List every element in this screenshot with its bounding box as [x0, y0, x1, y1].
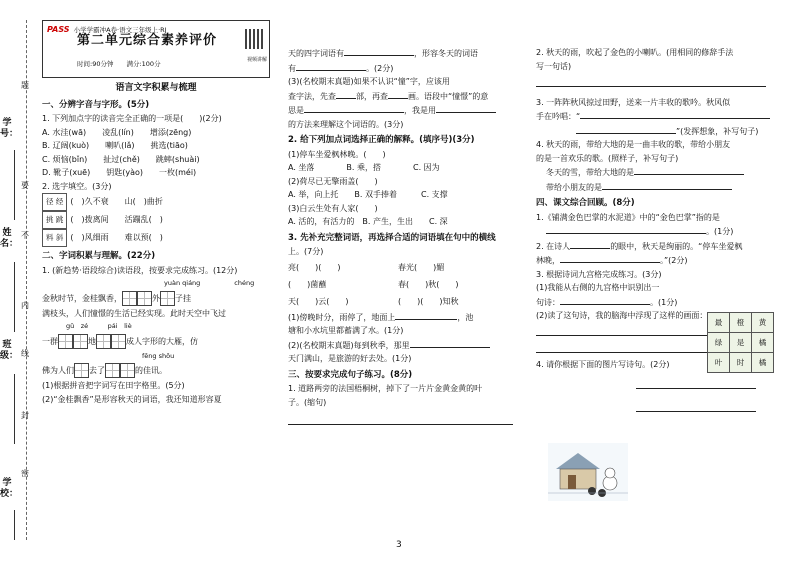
char-tile: 料 斜 — [42, 229, 67, 247]
passage-text: 地 — [88, 336, 96, 346]
word-blank[interactable]: ( )菌蘸 — [288, 279, 327, 289]
tianzige-box[interactable] — [120, 363, 135, 378]
question: 2. 选字填空。(3分) — [42, 181, 112, 191]
tianzige-box[interactable] — [160, 291, 175, 306]
passage-text: 金秋时节，金桂飘香， — [42, 293, 122, 303]
passage-text: 去了 — [89, 366, 105, 375]
grid-cell[interactable]: 绿 — [708, 333, 730, 353]
grid-cell[interactable]: 是 — [730, 333, 752, 353]
text: 。”(2分) — [660, 256, 688, 265]
cut-line — [26, 20, 27, 540]
school-label: 学校： — [0, 478, 19, 499]
fill-blank[interactable]: ( )久不衰 山( )曲折 — [70, 197, 163, 206]
answer-line[interactable] — [336, 89, 356, 99]
column-left — [42, 20, 270, 406]
class-label: 班级： — [0, 340, 19, 361]
pinyin: chéng — [234, 279, 255, 287]
word-blank[interactable]: 春( )秋( ) — [398, 279, 459, 289]
tianzige-box[interactable] — [105, 363, 120, 378]
qr-code-icon[interactable] — [245, 29, 265, 49]
passage-text: 的佳讯。 — [135, 366, 167, 375]
grid-cell[interactable]: 叶 — [708, 353, 730, 373]
cut-char: 密 — [21, 469, 29, 478]
cut-char: 线 — [21, 349, 29, 358]
answer-line[interactable] — [546, 224, 706, 234]
sub-question: (1)停车坐爱枫林晚。( ) — [288, 149, 386, 159]
tianzige-box[interactable] — [122, 291, 137, 306]
pinyin: fēng shōu — [142, 351, 175, 360]
answer-line[interactable] — [580, 109, 770, 119]
answer-line[interactable] — [536, 343, 732, 353]
answer-line[interactable] — [602, 180, 732, 190]
pinyin: liè — [124, 322, 132, 330]
sub-question: (2)读了这句诗，我的脑海中浮现了这样的画面： — [536, 311, 708, 320]
page-title: 第二单元综合素养评价 — [77, 33, 218, 48]
answer-line[interactable] — [536, 77, 766, 87]
pinyin: gǔ — [66, 322, 75, 330]
name-label: 姓名： — [0, 228, 19, 249]
text: 思是 — [288, 106, 304, 115]
question: 1. (新趋势·语段综合)读语段，按要求完成练习。(12分) — [42, 265, 238, 275]
text: ，我是用 — [404, 106, 436, 115]
answer-line[interactable] — [634, 165, 744, 175]
part-heading: 二、字词积累与理解。(22分) — [42, 251, 156, 261]
fill-blank[interactable]: ( )风细雨 难以预( ) — [70, 233, 163, 242]
question: 3. 根据诗词九宫格完成练习。(3分) — [536, 269, 662, 279]
word-blank[interactable]: 春光( )媚 — [398, 262, 445, 272]
brand-logo: PASS — [47, 25, 70, 34]
tianzige-box[interactable] — [111, 334, 126, 349]
question: 1. 道路两旁的法国梧桐树，掉下了一片片金黄金黄的叶 — [288, 384, 483, 393]
pinyin: pái — [107, 322, 118, 330]
text: ，池 — [457, 312, 474, 322]
column-middle — [288, 46, 520, 430]
answer-line[interactable] — [296, 61, 366, 71]
grid-cell[interactable]: 时 — [730, 353, 752, 373]
section-title: 语言文字积累与梳理 — [115, 83, 197, 93]
grid-cell[interactable]: 橙 — [730, 313, 752, 333]
tianzige-box[interactable] — [137, 291, 152, 306]
text: 查字法，先查 — [288, 91, 336, 101]
option-row[interactable]: A. 活的，有活力的 B. 产生，生出 C. 深 — [288, 217, 448, 226]
part-heading: 三、按要求完成句子练习。(8分) — [288, 369, 413, 380]
question: 3. 一阵阵秋风掠过田野，送来一片丰收的歌吟。秋风似 — [536, 97, 731, 107]
cut-char: 封 — [21, 411, 29, 420]
class-line[interactable] — [14, 374, 15, 444]
binding-strip — [0, 0, 36, 561]
answer-line[interactable] — [395, 310, 457, 320]
text: ”(发挥想象，补写句子) — [676, 126, 759, 136]
answer-line[interactable] — [576, 124, 676, 134]
sub-question: (2)“金桂飘香”是形容秋天的词语，我还知道形容夏 — [42, 394, 222, 404]
name-line[interactable] — [14, 262, 15, 332]
question: 1.《铺满金色巴掌的水泥道》中的“金色巴掌”指的是 — [536, 212, 720, 222]
school-line[interactable] — [14, 510, 15, 540]
answer-line[interactable] — [570, 239, 610, 249]
passage-text: 满枝头，人们憧憬的生活已经实现。此时天空中飞过 — [42, 308, 226, 318]
word-blank[interactable]: 天( )云( ) — [288, 296, 349, 306]
question-cont: 写一句话) — [536, 61, 572, 71]
char-tile: 径 经 — [42, 193, 67, 211]
option-row[interactable]: A. 坐落 B. 乘，搭 C. 因为 — [288, 163, 440, 172]
snow-scene-illustration — [548, 443, 628, 501]
part-heading: 四、课文综合回顾。(8分) — [536, 198, 635, 208]
tianzige-box[interactable] — [58, 334, 73, 349]
option[interactable]: C. 烦恼(bǐn) 扯过(chě) 跳蟀(shuài) — [42, 154, 200, 164]
student-id-label: 学号： — [0, 118, 19, 139]
sub-question: (1)我能从右侧的九宫格中识别出一 — [536, 283, 660, 292]
series-label: 小学学霸冲A卷·语文三年级上·RJ — [73, 26, 167, 34]
question: 1. 下列加点字的读音完全正确的一项是( )(2分) — [42, 114, 222, 123]
char-tile: 挑 跳 — [42, 211, 67, 229]
text: 天门满山，是旅游的好去处。(1分) — [288, 354, 412, 363]
passage-text: 成人字形的大雁，仿 — [126, 336, 198, 346]
text: 部，再查 — [356, 91, 388, 101]
question: 3. 先补充完整词语，再选择合适的词语填在句中的横线 — [288, 232, 496, 243]
option[interactable]: D. 靴子(xuē) 钥匙(yào) 一枚(méi) — [42, 168, 197, 177]
sub-question: (1)根据拼音把字词写在田字格里。(5分) — [42, 381, 185, 390]
student-id-line[interactable] — [14, 150, 15, 220]
passage-text: 外 — [152, 293, 160, 303]
text: 天的四字词语有 — [288, 49, 344, 58]
tianzige-box[interactable] — [74, 363, 89, 378]
qr-label: 视频讲解 — [246, 57, 267, 63]
text: 。(1分) — [706, 227, 734, 236]
cut-char: 要 — [21, 181, 29, 190]
page-number: 3 — [396, 540, 402, 550]
answer-line[interactable] — [288, 415, 513, 425]
part-heading: 一、分辨字音与字形。(5分) — [42, 99, 150, 110]
text: 林晚， — [536, 256, 560, 265]
answer-line[interactable] — [388, 89, 408, 99]
option[interactable]: A. 水洼(wā) 凌乱(lín) 增添(zēng) — [42, 127, 192, 137]
answer-line[interactable] — [560, 295, 650, 305]
answer-line[interactable] — [304, 103, 404, 113]
passage-text: 子挂 — [175, 293, 191, 303]
sub-question: (3)(名校期末真题)如果不认识“憧”字，应该用 — [288, 77, 450, 86]
answer-line[interactable] — [410, 338, 490, 348]
text: 的方法来理解这个词语的。(3分) — [288, 119, 404, 129]
grid-cell[interactable]: 黄 — [752, 313, 774, 333]
option[interactable]: B. 辽阔(kuò) 喇叭(lǎ) 挑选(tiāo) — [42, 141, 188, 150]
passage-text: 一群 — [42, 336, 58, 346]
answer-line[interactable] — [560, 253, 660, 263]
word-blank[interactable]: ( )( )知秋 — [398, 296, 459, 306]
question: 2. 秋天的雨，吹起了金色的小喇叭。(用相同的修辞手法 — [536, 48, 734, 57]
tianzige-box[interactable] — [96, 334, 111, 349]
text: 带给小朋友的是 — [546, 182, 602, 192]
pinyin: yuàn qiáng — [164, 279, 201, 287]
cut-char: 题 — [21, 81, 29, 90]
cut-char: 内 — [21, 301, 29, 310]
text: 冬天的雪，带给大地的是 — [546, 168, 634, 177]
cut-char: 不 — [21, 231, 29, 240]
sub-question: (2)荷尽已无擎雨盖( ) — [288, 176, 378, 186]
text: (1)傍晚时分，雨停了，地面上 — [288, 312, 396, 322]
question-cont: 子。(缩句) — [288, 397, 327, 407]
grid-cell[interactable]: 橘 — [752, 333, 774, 353]
text: 2. 在诗人 — [536, 241, 571, 251]
question: 2. 给下列加点词选择正确的解释。(填序号)(3分) — [288, 135, 475, 145]
answer-line[interactable] — [636, 379, 756, 389]
answer-line[interactable] — [436, 103, 496, 113]
poem-nine-grid — [707, 312, 774, 373]
fill-blank[interactable]: ( )拨离间 活蹦乱( ) — [70, 215, 163, 224]
text: (2)(名校期末真题)每到秋季，那里 — [288, 340, 410, 350]
question-cont: 上。(7分) — [288, 247, 324, 256]
text: ，形容冬天的词语 — [414, 49, 478, 58]
answer-line[interactable] — [636, 402, 756, 412]
option-row[interactable]: A. 举，向上托 B. 双手捧着 C. 支撑 — [288, 190, 448, 199]
text: 手在吟唱：“ — [536, 112, 581, 121]
text: 塘和小水坑里都蓄满了水。(1分) — [288, 326, 404, 335]
text: 画。语段中“憧憬”的意 — [408, 91, 489, 101]
passage-text: 佛为人们 — [42, 366, 74, 375]
text: 句诗： — [536, 297, 560, 307]
tianzige-box[interactable] — [73, 334, 88, 349]
text: 的眼中，秋天是绚丽的。“停车坐爱枫 — [610, 241, 743, 251]
sub-question: (3)白云生处有人家( ) — [288, 203, 378, 213]
grid-cell[interactable]: 橘 — [752, 353, 774, 373]
text: 。(2分) — [366, 63, 394, 73]
score-label: 满分:100分 — [126, 60, 161, 68]
word-blank[interactable]: 亮( )( ) — [288, 262, 341, 272]
exam-header — [42, 20, 270, 78]
text: 。(1分) — [650, 297, 678, 307]
answer-line[interactable] — [344, 46, 414, 56]
grid-cell[interactable]: 最 — [708, 313, 730, 333]
text: 有 — [288, 63, 296, 73]
pinyin: zé — [80, 322, 89, 330]
question: 4. 请你根据下面的图片写诗句。(2分) — [536, 359, 670, 369]
question-cont: 的是一首欢乐的歌。(照样子，补写句子) — [536, 153, 679, 163]
question: 4. 秋天的雨，带给大地的是一曲丰收的歌，带给小朋友 — [536, 140, 731, 149]
time-label: 时间:90分钟 — [77, 60, 114, 68]
